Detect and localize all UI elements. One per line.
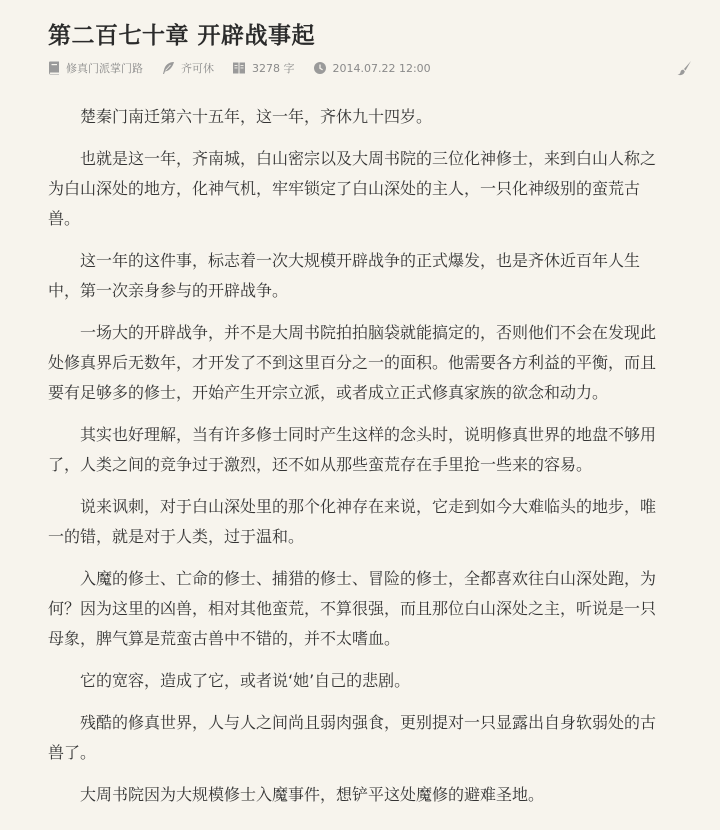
meta-book[interactable] <box>48 60 143 76</box>
meta-author-name: 齐可休 <box>181 62 214 75</box>
paragraph: 入魔的修士、亡命的修士、捕猎的修士、冒险的修士，全都喜欢往白山深处跑，为何？因为这里的凶兽，相对其他蛮荒，不算很强，而且那位白山深处之主，听说是一只母象，脾气算是荒蛮古兽中不错的，并不太嗜血。 <box>48 569 657 648</box>
paragraph: 也就是这一年，齐南城，白山密宗以及大周书院的三位化神修士，来到白山人称之为白山深处的地方，化神气机，牢牢锁定了白山深处的主人，一只化神级别的蛮荒古兽。 <box>48 149 657 228</box>
meta-date-value: 2014.07.22 12:00 <box>332 61 431 75</box>
meta-word-count-value: 3278 字 <box>252 62 295 75</box>
book-icon <box>48 61 60 75</box>
clock-icon <box>313 61 327 75</box>
meta-book-name: 修真门派掌门路 <box>66 62 143 75</box>
edit-button[interactable] <box>674 58 694 78</box>
chapter-title: 第二百七十章 开辟战事起 <box>48 23 316 49</box>
paragraph: 其实也好理解，当有许多修士同时产生这样的念头时，说明修真世界的地盘不够用了，人类之间的竞争过于激烈，还不如从那些蛮荒存在手里抢一些来的容易。 <box>48 425 657 474</box>
paragraph: 它的宽容，造成了它，或者说‘她’自己的悲剧。 <box>80 671 411 690</box>
meta-date <box>313 61 431 75</box>
paragraph: 残酷的修真世界，人与人之间尚且弱肉强食，更别提对一只显露出自身软弱处的古兽了。 <box>48 713 657 762</box>
paragraph: 楚秦门南迁第六十五年，这一年，齐休九十四岁。 <box>80 107 433 126</box>
paragraph: 说来讽刺，对于白山深处里的那个化神存在来说，它走到如今大难临头的地步，唯一的错，就是对于人类，过于温和。 <box>48 497 657 546</box>
meta-word-count <box>232 60 295 76</box>
meta-author[interactable] <box>161 60 214 76</box>
paragraph: 一场大的开辟战争，并不是大周书院拍拍脑袋就能搞定的，否则他们不会在发现此处修真界后无数年，才开发了不到这里百分之一的面积。他需要各方利益的平衡，而且要有足够多的修士，开始产生开宗立派，或者成立正式修真家族的欲念和动力。 <box>48 323 657 402</box>
brush-icon <box>676 60 692 76</box>
paragraph: 这一年的这件事，标志着一次大规模开辟战争的正式爆发，也是齐休近百年人生中，第一次亲身参与的开辟战争。 <box>48 251 641 300</box>
feather-icon <box>161 61 175 75</box>
paragraph: 大周书院因为大规模修士入魔事件，想铲平这处魔修的避难圣地。 <box>80 785 545 804</box>
chapter-content <box>48 102 670 810</box>
article-meta <box>48 58 694 78</box>
column-icon <box>232 61 246 75</box>
